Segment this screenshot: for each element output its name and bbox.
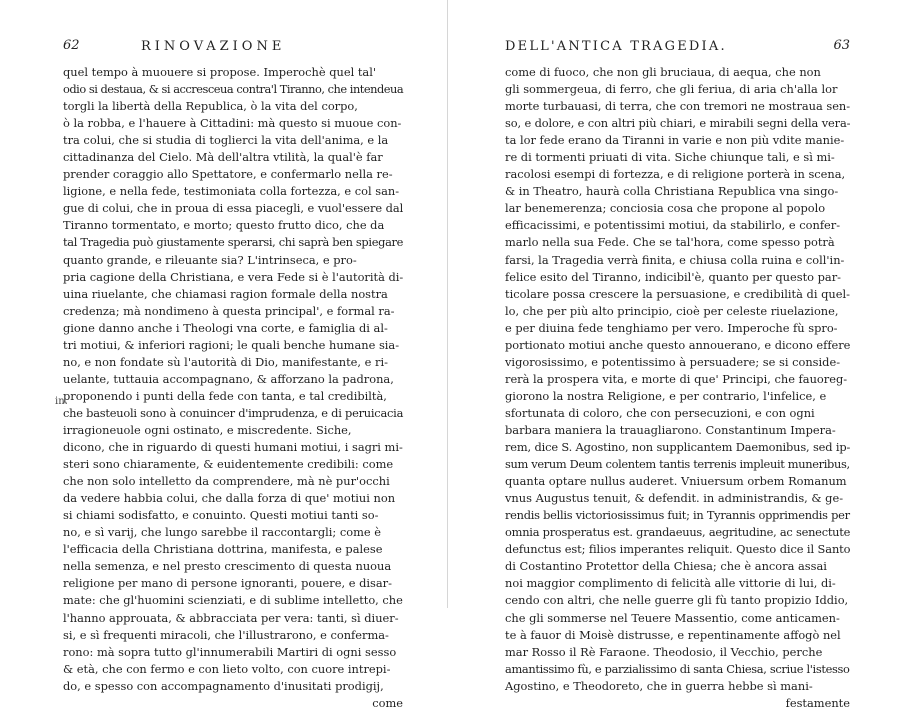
text-line: uelante, tuttauia accompagnano, & afforzano la padrona, [63,371,394,386]
text-line: irragioneuole ogni ostinato, e miscredente. Siche, [63,422,352,437]
left-margin-note: in. [55,396,68,407]
text-line: rono: mà sopra tutto gl'innumerabili Martiri di ogni sesso [63,644,397,659]
text-line: festamente [785,695,850,710]
text-line: so, e dolore, e con altri più chiari, e mirabili segni della vera- [505,116,851,131]
text-line: no, e non fondate sù l'autorità di Dio, manifestante, e ri- [63,354,388,369]
left-page-text [63,64,403,712]
text-line: sum verum Deum colentem tantis terrenis impleuit muneribus, [505,457,850,472]
text-line: amantissimo fù, e parzialissimo di santa Chiesa, scriue l'istesso [505,661,850,676]
text-line: steri sono chiaramente, & euidentemente credibili: come [63,457,394,472]
text-line: gli sommergeua, di ferro, che gli feriua, di aria ch'alla lor [505,82,838,97]
left-running-head: RINOVAZIONE [141,39,286,54]
text-line: odio si destaua, & si accresceua contra'l Tiranno, che intendeua [63,82,404,97]
text-line: credenza; mà nondimeno à questa principal', e formal ra- [63,303,395,318]
text-line: come [372,695,403,710]
text-line: l'hanno approuata, & abbracciata per vera: tanti, sì diuer- [63,610,399,625]
text-line: vnus Augustus tenuit, & defendit. in administrandis, & ge- [505,491,844,506]
left-page-header [63,38,403,64]
text-line: barbara maniera la trauagliarono. Constantinum Impera- [505,422,836,437]
text-line: Tiranno tormentato, e morto; questo frutto dico, che da [63,218,385,233]
text-line: re di tormenti priuati di vita. Siche chiunque tali, e sì mi- [505,150,835,165]
text-line: da vedere habbia colui, che dalla forza di que' motiui non [63,491,396,506]
text-line: quanta optare nullus auderet. Vniuersum orbem Romanum [505,474,847,489]
text-line: felice esito del Tiranno, indicibil'è, quanto per questo par- [505,269,841,284]
text-line: ticolare possa crescere la persuasione, e credibilità di quel- [505,286,850,301]
text-line: nella semenza, e nel presto crescimento di questa nuoua [63,559,392,574]
right-page-number: 63 [833,38,850,53]
text-line: cittadinanza del Cielo. Mà dell'altra vtilità, la qual'è far [63,150,383,165]
text-line: dicono, che in riguardo di questi humani motiui, i sagri mi- [63,440,403,455]
text-line: gue di colui, che in proua di essa piacegli, e vuol'essere dal [63,201,404,216]
text-line: vigorosissimo, e potentissimo à persuadere; se si conside- [505,354,841,369]
text-line: gione danno anche i Theologi vna corte, e famiglia di al- [63,320,388,335]
left-page [55,38,404,712]
text-line: quanto grande, e rileuante sia? L'intrinseca, e pro- [63,252,357,267]
text-line: tra colui, che si studia di toglierci la vita dell'anima, e la [63,133,389,148]
text-line: che gli sommerse nel Teuere Massentio, come anticamen- [505,610,840,625]
text-line: di Costantino Protettor della Chiesa; che è ancora assai [505,559,827,574]
text-line: do, e spesso con accompagnamento d'inusitati prodigij, [63,678,384,693]
book-gutter [447,0,448,608]
text-line: si, e sì frequenti miracoli, che l'illustrarono, e conferma- [63,627,389,642]
text-line: che non solo intelletto da comprendere, mà nè pur'occhi [63,474,390,489]
text-line: defunctus est; filios imperantes reliquit. Questo dice il Santo [505,542,851,557]
text-line: e per diuina fede tenghiamo per vero. Imperoche fù spro- [505,320,838,335]
text-line: quel tempo à muouere si propose. Imperochè quel tal' [63,65,376,79]
text-line: mate: che gl'huomini scienziati, e di sublime intelletto, che [63,593,403,608]
text-line: mar Rosso il Rè Faraone. Theodosio, il Vecchio, perche [505,644,823,659]
text-line: morte turbauasi, di terra, che con tremori ne mostraua sen- [505,99,851,114]
text-line: sfortunata di coloro, che con persecuzioni, e con ogni [505,405,815,420]
text-line: lo, che per più alto principio, cioè per celeste riuelazione, [505,303,839,318]
right-page-header [505,38,850,64]
text-line: tal Tragedia può giustamente sperarsi, chi saprà ben spiegare [63,235,404,250]
left-page-number: 62 [63,38,80,53]
text-line: ligione, e nella fede, testimoniata colla fortezza, e col san- [63,184,400,199]
text-line: che basteuoli sono à conuincer d'imprudenza, e di peruicacia [63,405,404,420]
text-line: religione per mano di persone ignoranti, pouere, e disar- [63,576,392,591]
text-line: & in Theatro, haurà colla Christiana Republica vna singo- [505,184,839,199]
right-page-text [505,64,850,712]
text-line: te à fauor di Moisè distrusse, e repentinamente affogò nel [505,627,841,642]
text-line: noi maggior complimento di felicità alle vittorie di lui, di- [505,576,836,591]
text-line: omnia prosperatus est. grandaeuus, aegritudine, ac senectute [505,525,851,540]
text-line: proponendo i punti della fede con tanta, e tal credibiltà, [63,388,387,403]
text-line: giorono la nostra Religione, e per contrario, l'infelice, e [505,388,827,403]
text-line: rendis bellis victoriosissimus fuit; in Tyrannis opprimendis per [505,508,850,523]
text-line: portionato motiui anche questo annouerano, e dicono effere [505,337,851,352]
right-running-head: DELL'ANTICA TRAGEDIA. [505,39,727,54]
text-line: no, e sì varij, che lungo sarebbe il raccontargli; come è [63,525,382,540]
text-line: & età, che con fermo e con lieto volto, con cuore intrepi- [63,661,391,676]
text-line: ta lor fede erano da Tiranni in varie e non più vdite manie- [505,133,845,148]
text-line: uina riuelante, che chiamasi ragion formale della nostra [63,286,388,301]
text-line: pria cagione della Christiana, e vera Fede si è l'autorità di- [63,269,404,284]
text-line: ò la robba, e l'hauere à Cittadini: mà questo si muoue con- [63,116,402,131]
text-line: l'efficacia della Christiana dottrina, manifesta, e palese [63,542,383,557]
text-line: cendo con altri, che nelle guerre gli fù tanto propizio Iddio, [505,593,849,608]
text-line: marlo nella sua Fede. Che se tal'hora, come spesso potrà [505,235,835,250]
text-line: rerà la prospera vita, e morte di que' Principi, che fauoreg- [505,371,848,386]
text-line: efficacissimi, e potentissimi motiui, da stabilirlo, e confer- [505,218,841,233]
right-page [505,38,850,712]
text-line: Agostino, e Theodoreto, che in guerra hebbe sì mani- [505,678,813,693]
text-line: prender coraggio allo Spettatore, e confermarlo nella re- [63,167,393,182]
text-line: come di fuoco, che non gli bruciaua, di aequa, che non [505,65,821,79]
text-line: tri motiui, & inferiori ragioni; le quali benche humane sia- [63,337,400,352]
text-line: torgli la libertà della Republica, ò la vita del corpo, [63,99,358,114]
text-line: racolosi esempi di fortezza, e di religione porterà in scena, [505,167,846,182]
text-line: farsi, la Tragedia verrà finita, e chiusa colla ruina e coll'in- [505,252,845,267]
text-line: si chiami sodisfatto, e conuinto. Questi motiui tanti so- [63,508,379,523]
text-line: lar benemerenza; conciosia cosa che propone al popolo [505,201,826,216]
text-line: rem, dice S. Agostino, non supplicantem Daemonibus, sed ip- [505,440,851,455]
